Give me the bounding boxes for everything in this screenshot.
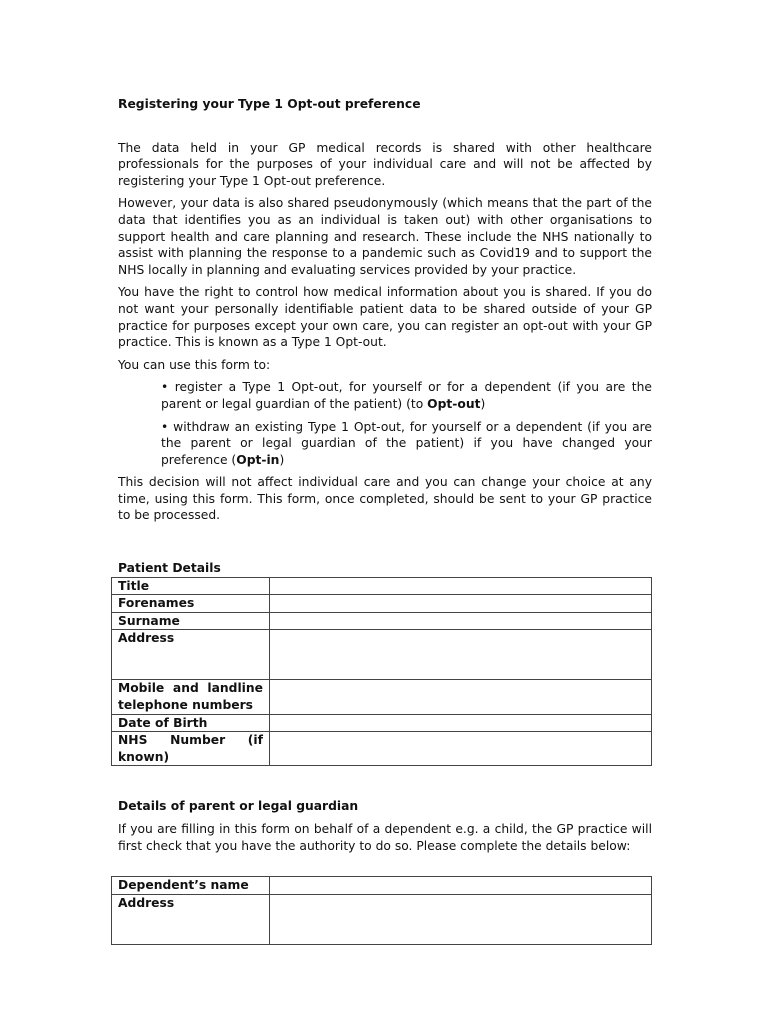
table-row (112, 577, 652, 595)
address-label: Address (112, 630, 270, 680)
surname-field[interactable] (270, 612, 652, 630)
table-row (112, 680, 652, 714)
patient-details-heading: Patient Details (118, 561, 221, 576)
dob-label: Date of Birth (112, 714, 270, 732)
title-field[interactable] (270, 577, 652, 595)
bullet-register-end: ) (480, 396, 486, 411)
guardian-intro: If you are filling in this form on behalf of a dependent e.g. a child, the GP practice will first check that you have the authority to do so. Please complete the details below: (118, 822, 652, 853)
table-row (112, 630, 652, 680)
table-row (112, 732, 652, 766)
address-field[interactable] (270, 630, 652, 680)
bullet-withdraw-opt-out (161, 419, 652, 469)
paragraph-decision-note: This decision will not affect individual care and you can change your choice at any time, using this form. This form, once completed, should be sent to your GP practice to be processed. (118, 475, 652, 523)
nhs-number-field[interactable] (270, 732, 652, 766)
patient-details-table (111, 577, 652, 767)
document-title: Registering your Type 1 Opt-out preference (118, 97, 421, 111)
dependent-details-table (111, 876, 652, 945)
table-row (112, 877, 652, 895)
dependent-address-field[interactable] (270, 894, 652, 944)
forenames-label: Forenames (112, 595, 270, 613)
dob-field[interactable] (270, 714, 652, 732)
dependent-address-label: Address (112, 894, 270, 944)
dependent-name-field[interactable] (270, 877, 652, 895)
bullet-withdraw-text: • withdraw an existing Type 1 Opt-out, for yourself or a dependent (if you are the parent or legal guardian of the patient) if you have changed your preference ( (161, 419, 652, 467)
table-row (112, 612, 652, 630)
bullet-register-text: • register a Type 1 Opt-out, for yourself or for a dependent (if you are the parent or legal guardian of the patient) (to (161, 380, 652, 411)
bullet-register-opt-out (161, 379, 652, 412)
title-label: Title (112, 577, 270, 595)
paragraph-data-shared-care: The data held in your GP medical records is shared with other healthcare professionals for the purposes of your individual care and will not be affected by registering your Type 1 Opt-out preference. (118, 140, 652, 188)
paragraph-right-to-control: You have the right to control how medical information about you is shared. If you do not want your personally identifiable patient data to be shared outside of your GP practice for purposes except your own care, you can register an opt-out with your GP practice. This is known as a Type 1 Opt-out. (118, 285, 652, 350)
table-row (112, 714, 652, 732)
phone-field[interactable] (270, 680, 652, 714)
bullet-withdraw-end: ) (279, 452, 285, 467)
table-row (112, 595, 652, 613)
surname-label: Surname (112, 612, 270, 630)
paragraph-form-usage-intro: You can use this form to: (118, 357, 271, 372)
table-row (112, 894, 652, 944)
bullet-withdraw-opt-in-keyword: Opt-in (236, 452, 280, 467)
guardian-heading: Details of parent or legal guardian (118, 799, 359, 814)
bullet-register-opt-out-keyword: Opt-out (427, 396, 481, 411)
nhs-number-label: NHS Number (if known) (112, 732, 270, 766)
dependent-name-label: Dependent’s name (112, 877, 270, 895)
forenames-field[interactable] (270, 595, 652, 613)
form-usage-list (118, 379, 652, 468)
phone-label: Mobile and landline telephone numbers (112, 680, 270, 714)
document-page (118, 96, 652, 945)
paragraph-pseudonymous-sharing: However, your data is also shared pseudonymously (which means that the part of the data that identifies you as an individual is taken out) with other organisations to support health and care planning and research. These include the NHS nationally to assist with planning the response to a pandemic such as Covid19 and to support the NHS locally in planning and evaluating services provided by your practice. (118, 196, 652, 277)
